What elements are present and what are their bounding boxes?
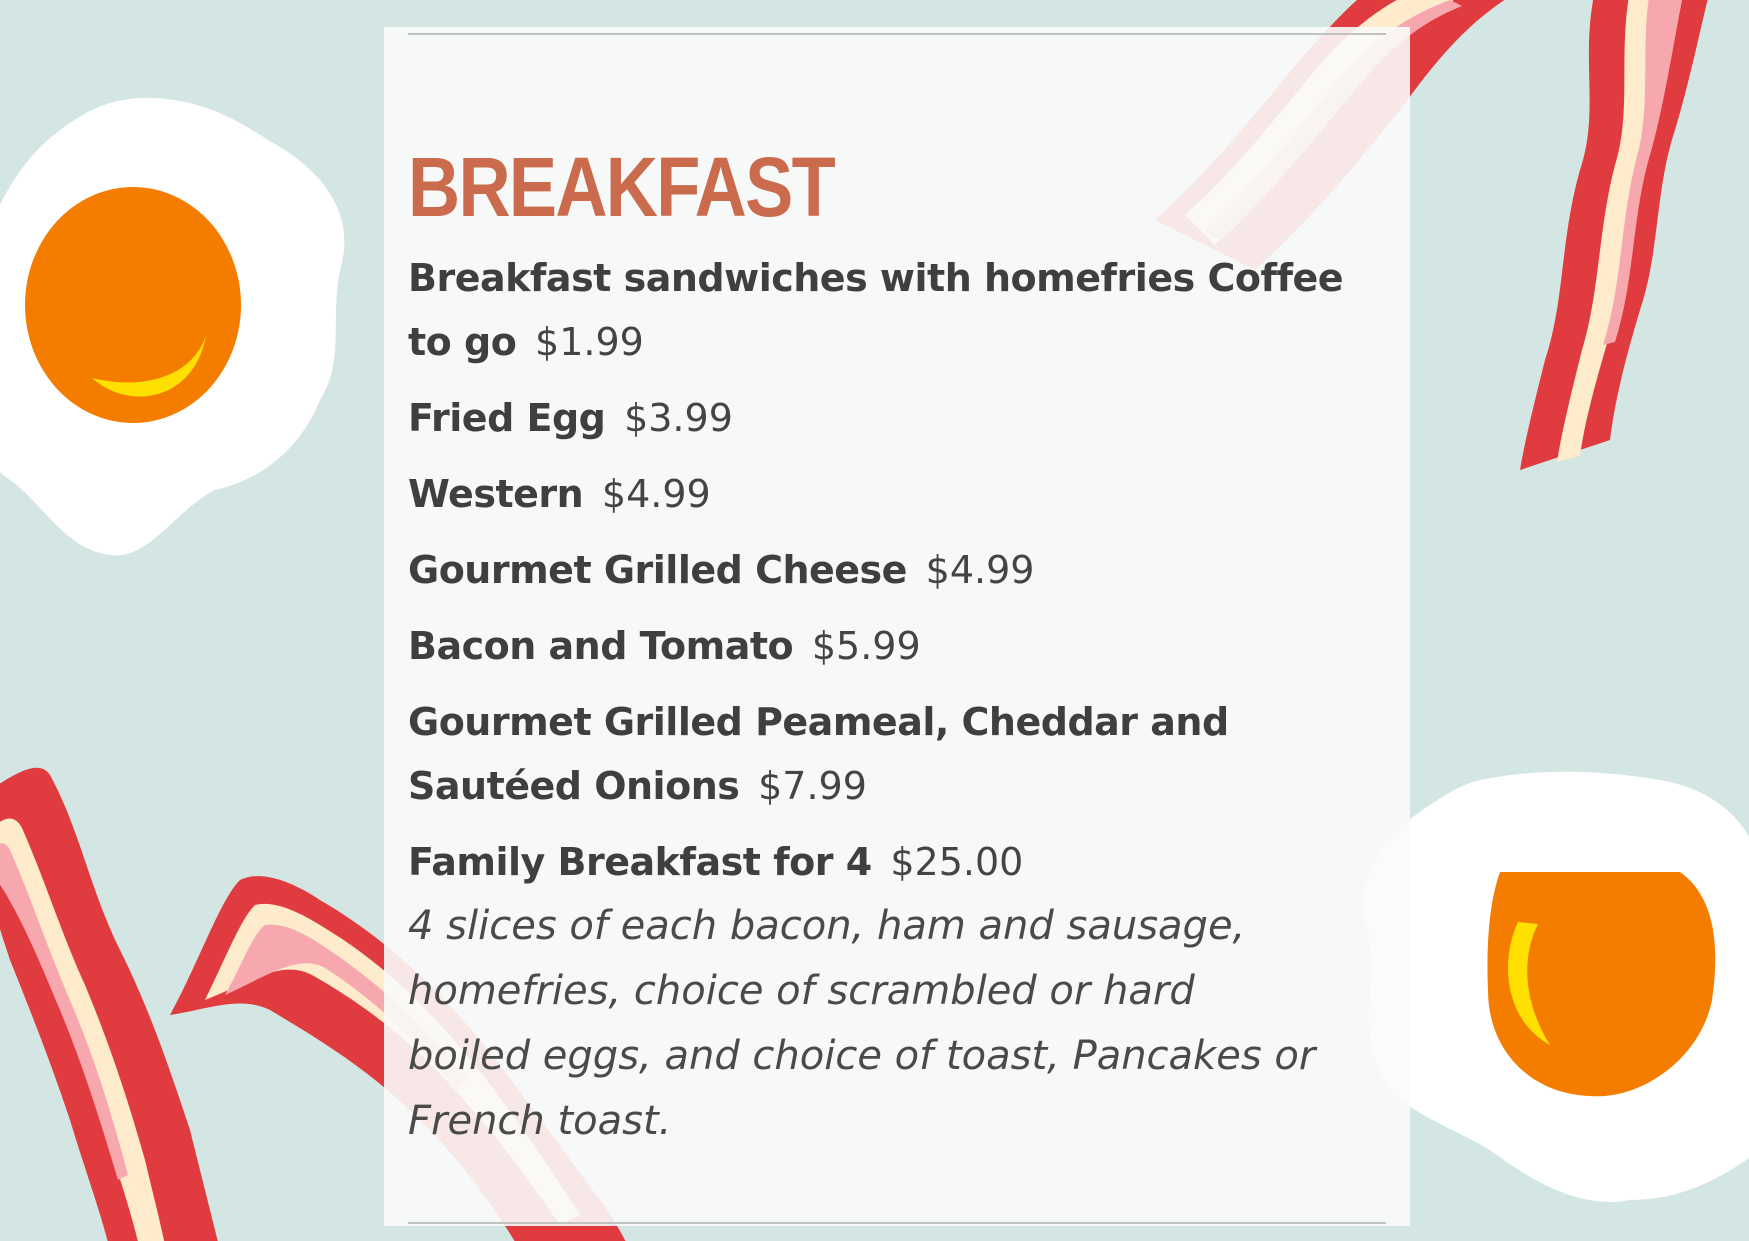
menu-content <box>408 132 1398 1166</box>
menu-panel <box>384 27 1410 1226</box>
menu-item-price: $3.99 <box>624 396 733 440</box>
menu-item <box>408 690 1398 818</box>
menu-item <box>408 386 1398 450</box>
menu-item-name: Gourmet Grilled Cheese <box>408 548 907 592</box>
menu-item-price: $4.99 <box>925 548 1035 592</box>
menu-item <box>408 538 1398 602</box>
menu-item-name: Bacon and Tomato <box>408 624 794 668</box>
fried-egg-bottom-right-icon <box>1363 772 1749 1202</box>
menu-item <box>408 830 1398 1154</box>
menu-item-price: $5.99 <box>811 624 921 668</box>
menu-item-name: Fried Egg <box>408 396 606 440</box>
bottom-divider <box>408 1222 1386 1224</box>
menu-item-name: Family Breakfast for 4 <box>408 840 872 884</box>
menu-item <box>408 462 1398 526</box>
menu-item-name: Breakfast sandwiches with homefries Coffee to go <box>408 256 1344 364</box>
menu-item-price: $4.99 <box>601 472 711 516</box>
fried-egg-top-left-icon <box>0 98 344 555</box>
menu-item-price: $7.99 <box>758 764 867 808</box>
menu-item-description: 4 slices of each bacon, ham and sausage, homefries, choice of scrambled or hard boiled eggs, and choice of toast, Pancakes or French toast. <box>408 903 1316 1144</box>
menu-title: BREAKFAST <box>408 140 835 234</box>
menu-item <box>408 246 1398 374</box>
menu-item-name: Gourmet Grilled Peameal, Cheddar and Sautéed Onions <box>408 700 1229 808</box>
menu-list <box>408 246 1398 1154</box>
menu-item-name: Western <box>408 472 584 516</box>
menu-item-price: $25.00 <box>890 840 1024 884</box>
top-divider <box>408 33 1386 35</box>
menu-item-price: $1.99 <box>535 320 644 364</box>
menu-item <box>408 614 1398 678</box>
bacon-strip-top-right-icon <box>1520 0 1710 470</box>
